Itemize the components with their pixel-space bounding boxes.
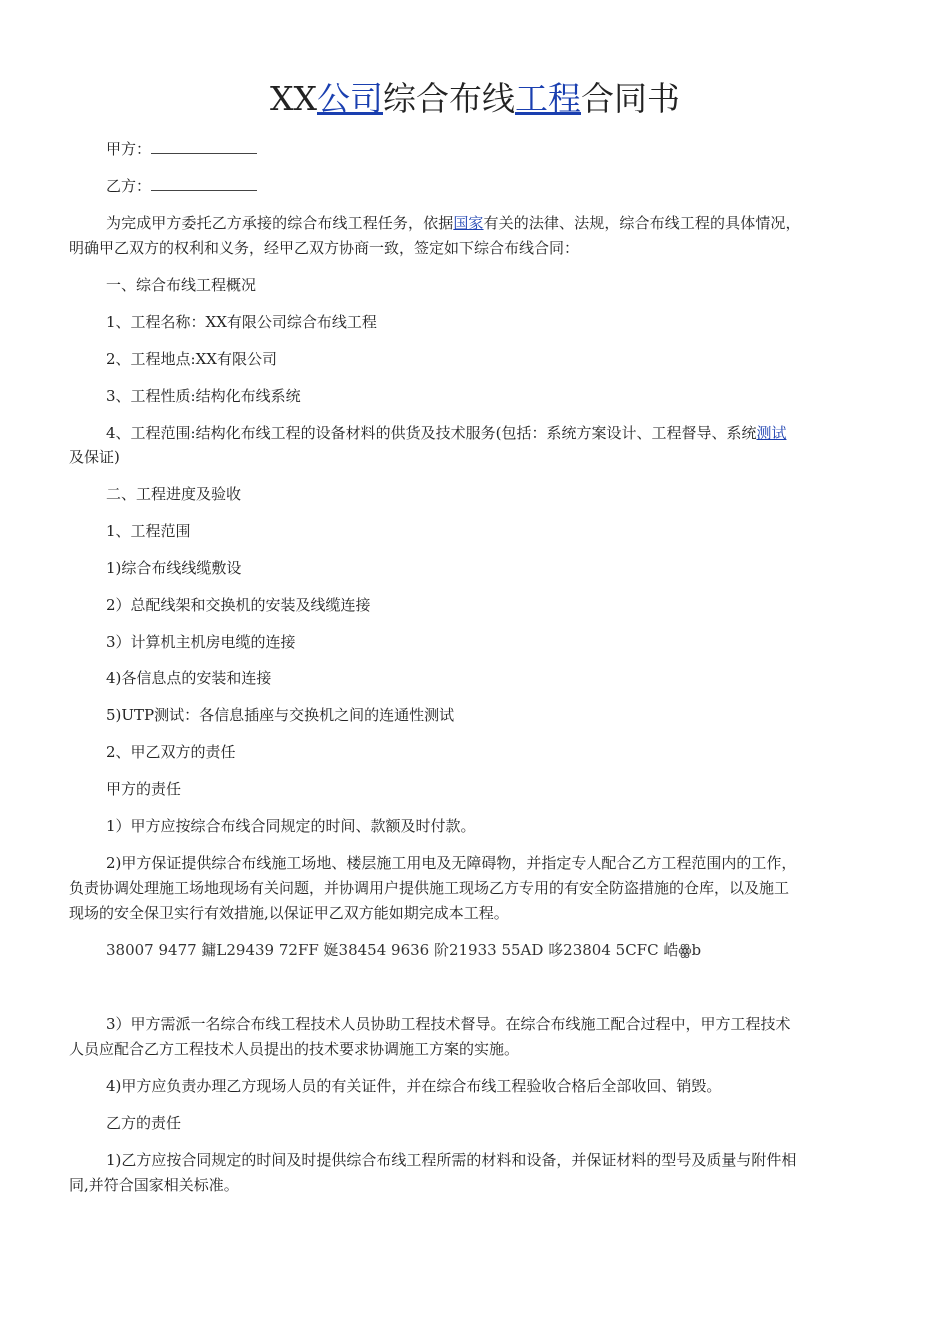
party-b-resp-title: 乙方的责任 <box>106 1114 182 1132</box>
intro-text-2: 有关的法律、法规，综合布线工程的具体情况， <box>483 214 801 232</box>
a-resp-4: 4)甲方应负责办理乙方现场人员的有关证件，并在综合布线工程验收合格后全部收回、销毁。 <box>106 1077 722 1095</box>
s1-item-4-line-1 <box>106 421 786 446</box>
a-resp-2-line-1: 2)甲方保证提供综合布线施工场地、楼层施工用电及无障碍物，并指定专人配合乙方工程范围内的工作， <box>106 854 797 872</box>
scope-item-4: 4)各信息点的安装和连接 <box>106 669 272 687</box>
scope-item-5: 5)UTP测试：各信息插座与交换机之间的连通性测试 <box>106 706 455 724</box>
title-prefix: XX <box>270 79 317 118</box>
title-mid: 综合布线 <box>383 79 515 118</box>
s1-item-4-line-2: 及保证) <box>69 448 120 466</box>
s1-item-4-text: 4、工程范围:结构化布线工程的设备材料的供货及技术服务(包括：系统方案设计、工程督导、系统 <box>106 424 757 442</box>
s1-item-3: 3、工程性质:结构化布线系统 <box>106 387 301 405</box>
party-b-blank <box>151 176 257 191</box>
intro-line-2: 明确甲乙双方的权利和义务，经甲乙双方协商一致，签定如下综合布线合同： <box>69 239 580 257</box>
party-a-line <box>106 137 257 162</box>
a-resp-2-line-2: 负责协调处理施工场地现场有关问题，并协调用户提供施工现场乙方专用的有安全防盗措施的仓库，以及施工 <box>69 879 790 897</box>
s1-item-1: 1、工程名称：XX有限公司综合布线工程 <box>106 313 377 331</box>
b-resp-1-line-2: 同,并符合国家相关标准。 <box>69 1176 239 1194</box>
section-1-title: 一、综合布线工程概况 <box>106 276 257 294</box>
section-2-title: 二、工程进度及验收 <box>106 485 242 503</box>
title-link-project[interactable]: 工程 <box>515 79 581 118</box>
intro-line-1 <box>106 211 801 236</box>
party-b-label: 乙方： <box>106 177 152 195</box>
a-resp-3-line-1: 3）甲方需派一名综合布线工程技术人员协助工程技术督导。在综合布线施工配合过程中，甲方工程技术 <box>106 1015 791 1033</box>
garbled-text-line: 38007 9477 鏞L29439 72FF 娫38454 9636 阶21933 55AD 哆23804 5CFC 峼ꙮb <box>106 941 702 959</box>
scope-item-1: 1)综合布线线缆敷设 <box>106 559 242 577</box>
intro-text-1: 为完成甲方委托乙方承接的综合布线工程任务，依据 <box>106 214 454 232</box>
a-resp-1: 1）甲方应按综合布线合同规定的时间、款额及时付款。 <box>106 817 476 835</box>
s1-item-2: 2、工程地点:XX有限公司 <box>106 350 277 368</box>
intro-link-country[interactable]: 国家 <box>453 214 484 232</box>
b-resp-1-line-1: 1)乙方应按合同规定的时间及时提供综合布线工程所需的材料和设备，并保证材料的型号及质量与附件相 <box>106 1151 797 1169</box>
party-a-resp-title: 甲方的责任 <box>106 780 182 798</box>
scope-item-3: 3）计算机主机房电缆的连接 <box>106 633 296 651</box>
s2-sub-2: 2、甲乙双方的责任 <box>106 743 236 761</box>
document-title <box>0 76 950 122</box>
party-a-blank <box>151 139 257 154</box>
a-resp-3-line-2: 人员应配合乙方工程技术人员提出的技术要求协调施工方案的实施。 <box>69 1040 520 1058</box>
a-resp-2-line-3: 现场的安全保卫实行有效措施,以保证甲乙双方能如期完成本工程。 <box>69 904 509 922</box>
s2-sub-1: 1、工程范围 <box>106 522 191 540</box>
s1-item-4-link-test[interactable]: 测试 <box>756 424 787 442</box>
party-a-label: 甲方： <box>106 140 152 158</box>
scope-item-2: 2）总配线架和交换机的安装及线缆连接 <box>106 596 371 614</box>
title-suffix: 合同书 <box>581 79 680 118</box>
party-b-line <box>106 174 257 199</box>
title-link-company[interactable]: 公司 <box>317 79 383 118</box>
